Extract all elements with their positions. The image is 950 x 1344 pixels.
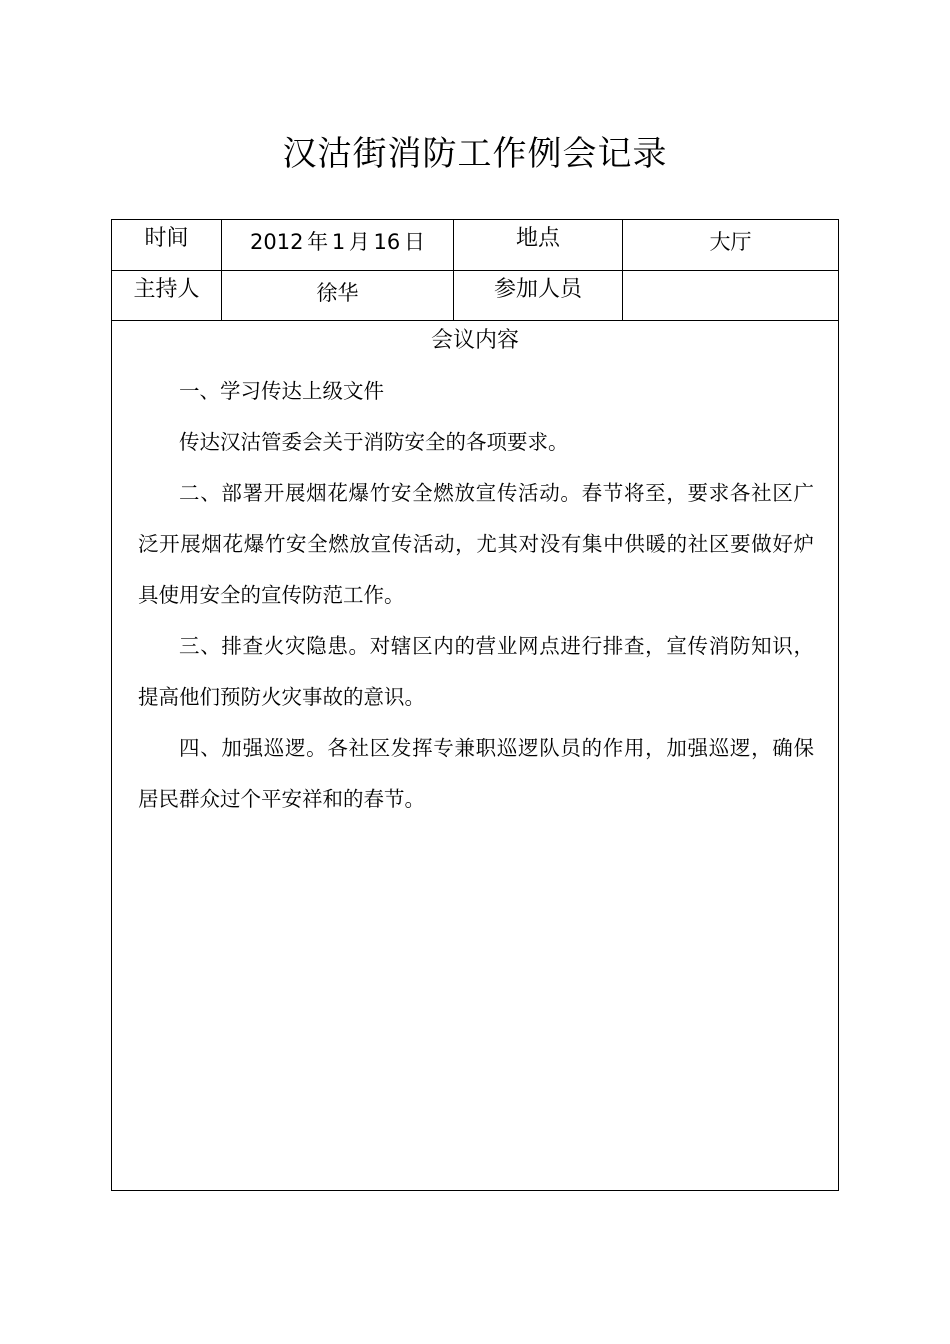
content-paragraph: 二、部署开展烟花爆竹安全燃放宣传活动。春节将至，要求各社区广泛开展烟花爆竹安全燃放宣传活动，尤其对没有集中供暖的社区要做好炉具使用安全的宣传防范工作。 <box>138 481 814 607</box>
host-value: 徐华 <box>316 281 359 305</box>
page-title: 汉沽街消防工作例会记录 <box>282 134 668 174</box>
host-label: 主持人 <box>133 277 200 302</box>
content-paragraph: 三、排查火灾隐患。对辖区内的营业网点进行排查，宣传消防知识，提高他们预防火灾事故的意识。 <box>138 634 814 709</box>
time-label: 时间 <box>144 226 189 251</box>
content-paragraph: 传达汉沽管委会关于消防安全的各项要求。 <box>179 430 569 454</box>
content-paragraph: 一、学习传达上级文件 <box>179 379 384 403</box>
meeting-content <box>138 366 814 825</box>
place-value: 大厅 <box>709 230 752 254</box>
time-value: 2012 年 1 月 16 日 <box>250 230 425 254</box>
meeting-record-table <box>111 219 839 1191</box>
content-paragraph: 四、加强巡逻。各社区发挥专兼职巡逻队员的作用，加强巡逻，确保居民群众过个平安祥和的春节。 <box>138 736 814 811</box>
place-label: 地点 <box>515 226 560 251</box>
participants-label: 参加人员 <box>493 277 582 302</box>
content-heading: 会议内容 <box>430 328 519 353</box>
